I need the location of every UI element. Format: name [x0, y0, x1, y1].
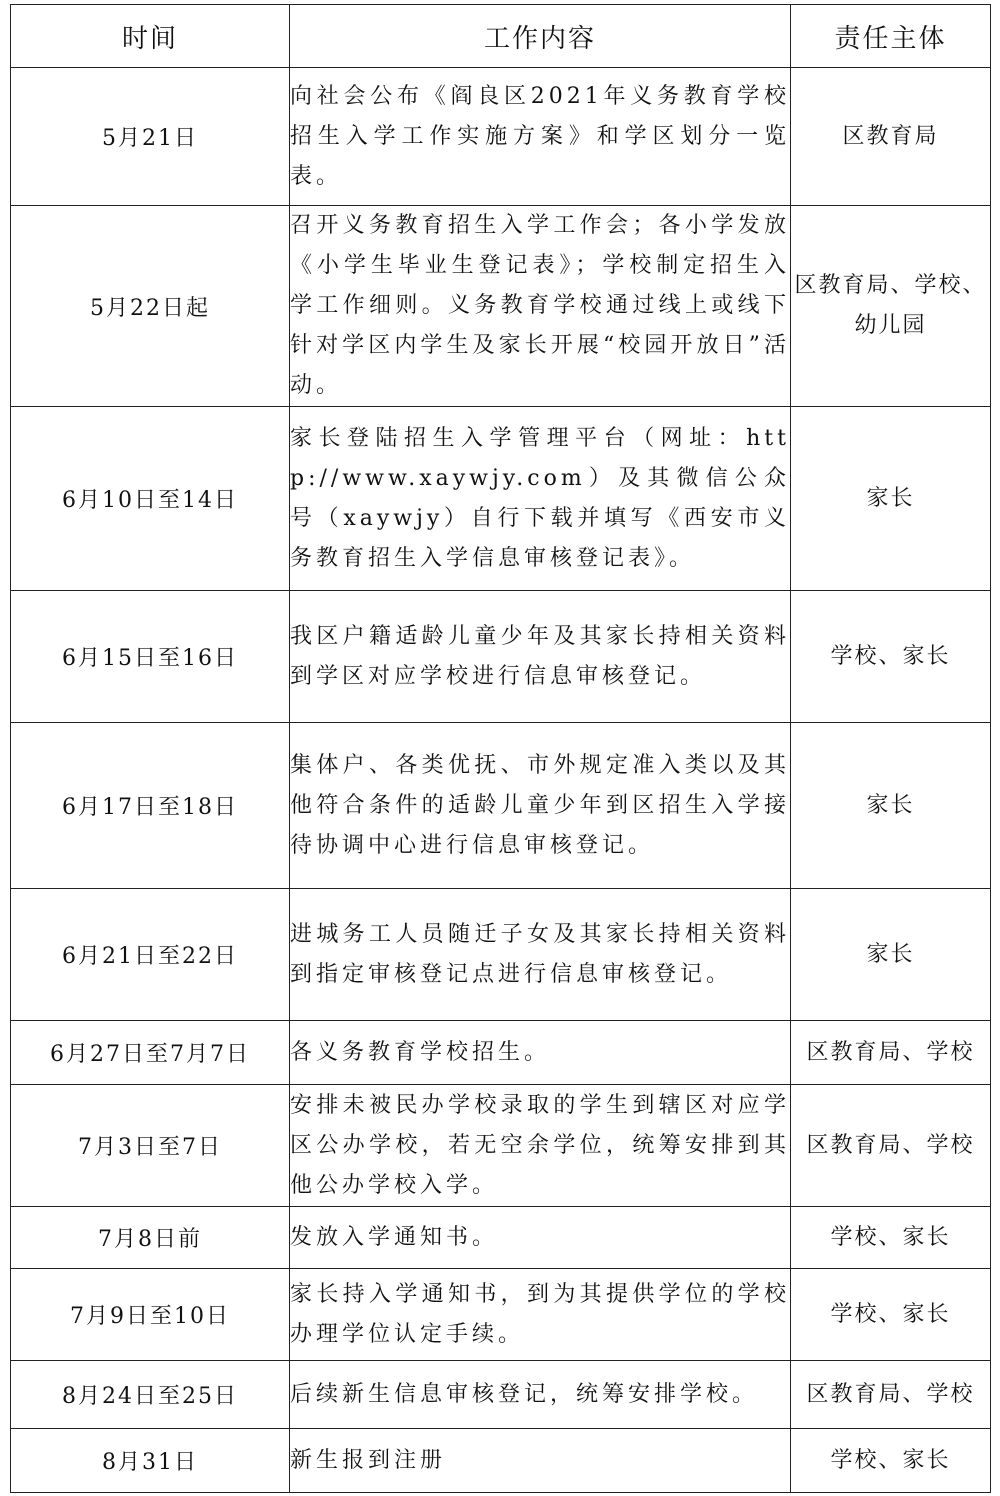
row-content: 我区户籍适龄儿童少年及其家长持相关资料到学区对应学校进行信息审核登记。 [290, 591, 791, 723]
table-row [11, 1021, 991, 1085]
row-time: 7月3日至7日 [11, 1085, 290, 1207]
row-content: 进城务工人员随迁子女及其家长持相关资料到指定审核登记点进行信息审核登记。 [290, 889, 791, 1021]
row-time: 7月8日前 [11, 1207, 290, 1269]
table-row [11, 889, 991, 1021]
table-row [11, 206, 991, 407]
row-time: 6月27日至7月7日 [11, 1021, 290, 1085]
row-time: 8月31日 [11, 1429, 290, 1493]
header-responsible: 责任主体 [791, 5, 991, 68]
row-time: 7月9日至10日 [11, 1269, 290, 1361]
enrollment-schedule-table [10, 4, 991, 1493]
row-responsible: 区教育局、学校 [791, 1361, 991, 1429]
table-row [11, 407, 991, 591]
row-responsible: 家长 [791, 407, 991, 591]
row-content: 家长登陆招生入学管理平台（网址：http://www.xaywjy.com）及其微信公众号（xaywjy）自行下载并填写《西安市义务教育招生入学信息审核登记表》。 [290, 407, 791, 591]
row-responsible: 区教育局、学校、幼儿园 [791, 206, 991, 407]
row-time: 8月24日至25日 [11, 1361, 290, 1429]
row-responsible: 家长 [791, 723, 991, 889]
row-time: 6月15日至16日 [11, 591, 290, 723]
row-content: 各义务教育学校招生。 [290, 1021, 791, 1085]
row-responsible: 区教育局 [791, 68, 991, 206]
row-responsible: 学校、家长 [791, 1207, 991, 1269]
row-content: 安排未被民办学校录取的学生到辖区对应学区公办学校，若无空余学位，统筹安排到其他公办学校入学。 [290, 1085, 791, 1207]
table-row [11, 723, 991, 889]
header-time: 时间 [11, 5, 290, 68]
row-time: 6月21日至22日 [11, 889, 290, 1021]
row-responsible: 区教育局、学校 [791, 1021, 991, 1085]
row-content: 集体户、各类优抚、市外规定准入类以及其他符合条件的适龄儿童少年到区招生入学接待协调中心进行信息审核登记。 [290, 723, 791, 889]
row-time: 6月10日至14日 [11, 407, 290, 591]
row-time: 5月22日起 [11, 206, 290, 407]
row-responsible: 家长 [791, 889, 991, 1021]
header-content: 工作内容 [290, 5, 791, 68]
row-content: 发放入学通知书。 [290, 1207, 791, 1269]
row-responsible: 学校、家长 [791, 591, 991, 723]
row-content: 向社会公布《阎良区2021年义务教育学校招生入学工作实施方案》和学区划分一览表。 [290, 68, 791, 206]
row-time: 5月21日 [11, 68, 290, 206]
row-responsible: 学校、家长 [791, 1429, 991, 1493]
table-row [11, 1085, 991, 1207]
table-row [11, 1361, 991, 1429]
row-content: 新生报到注册 [290, 1429, 791, 1493]
row-content: 后续新生信息审核登记，统筹安排学校。 [290, 1361, 791, 1429]
row-responsible: 区教育局、学校 [791, 1085, 991, 1207]
row-content: 召开义务教育招生入学工作会；各小学发放《小学生毕业生登记表》；学校制定招生入学工作细则。义务教育学校通过线上或线下针对学区内学生及家长开展“校园开放日”活动。 [290, 206, 791, 407]
row-content: 家长持入学通知书，到为其提供学位的学校办理学位认定手续。 [290, 1269, 791, 1361]
table-row [11, 1207, 991, 1269]
row-responsible: 学校、家长 [791, 1269, 991, 1361]
table-header-row [11, 5, 991, 68]
row-time: 6月17日至18日 [11, 723, 290, 889]
table-row [11, 1269, 991, 1361]
table-row [11, 591, 991, 723]
table-row [11, 68, 991, 206]
table-row [11, 1429, 991, 1493]
